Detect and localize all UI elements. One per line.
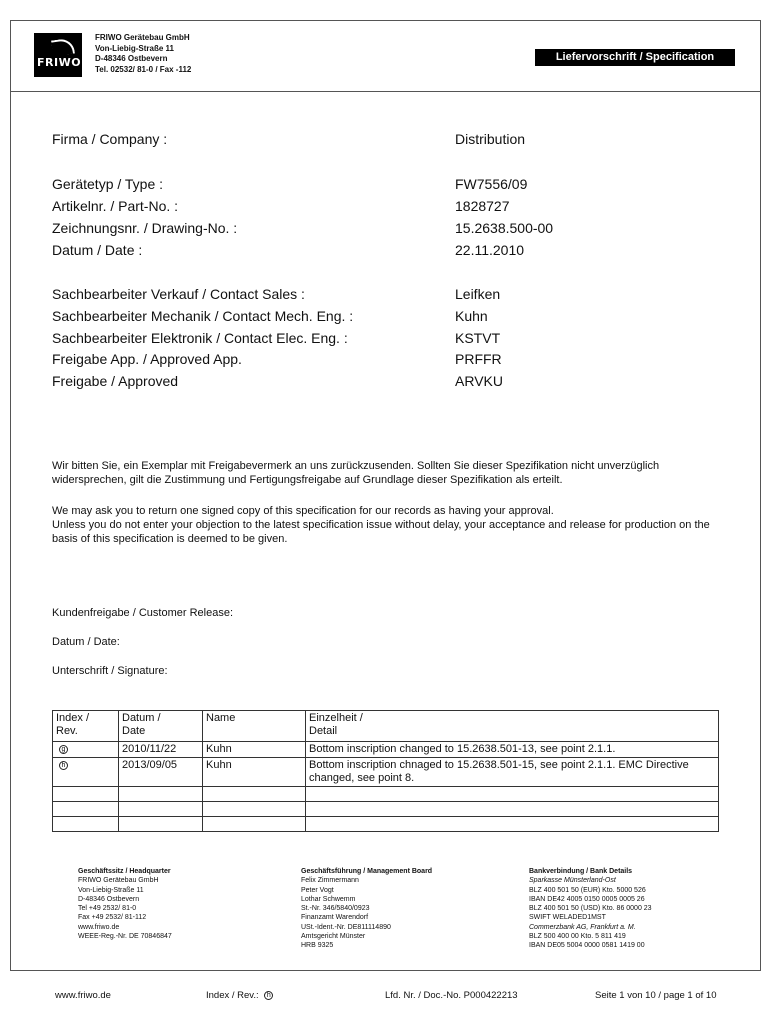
management-line: HRB 9325 — [301, 942, 334, 950]
logo-text: FRIWO — [37, 56, 82, 69]
footer-management — [301, 867, 432, 951]
bank-line: SWIFT WELADED1MST — [529, 914, 606, 922]
header-index — [53, 711, 119, 742]
contact-elec-value: KSTVT — [455, 330, 501, 346]
headquarter-line: www.friwo.de — [78, 923, 120, 931]
row-index — [53, 742, 119, 758]
management-title: Geschäftsführung / Management Board — [301, 868, 433, 875]
empty-cell — [53, 787, 119, 802]
management-line: Peter Vogt — [301, 886, 334, 894]
header-index-text: Index / Rev. — [56, 712, 90, 737]
document-number: Lfd. Nr. / Doc.-No. P000422213 — [385, 990, 518, 1001]
management-line: St.-Nr. 346/5840/0923 — [301, 905, 370, 913]
notice-english-2: Unless you do not enter your objection to the latest specification issue without delay, your acceptance and release for production on the basis of this specification is deemed to be given. — [52, 519, 710, 545]
contact-mech-label: Sachbearbeiter Mechanik / Contact Mech. Eng. : — [52, 308, 354, 324]
header-date — [119, 711, 203, 742]
contact-sales-label: Sachbearbeiter Verkauf / Contact Sales : — [52, 286, 305, 302]
contact-sales-value: Leifken — [455, 286, 501, 302]
company-line: Tel. 02532/ 81-0 / Fax -112 — [95, 64, 192, 74]
index-label: Index / Rev.: — [206, 990, 259, 1001]
notice-german: Wir bitten Sie, ein Exemplar mit Freigabevermerk an uns zurückzusenden. Sollten Sie dieser Spezifikation nicht unverzüglich widersprechen, gilt die Zustimmung und Fertigungsfreigabe auf Grundlage dieser Spezifikation als erteilt. — [52, 460, 660, 486]
type-value: FW7556/09 — [455, 176, 528, 192]
row-detail: Bottom inscription chnaged to 15.2638.501-15, see point 2.1.1. EMC Directive changed, see point 8. — [306, 758, 719, 787]
row-date: 2010/11/22 — [119, 742, 203, 758]
header-divider — [10, 91, 761, 92]
website-link[interactable]: www.friwo.de — [55, 990, 111, 1001]
type-label: Gerätetyp / Type : — [52, 176, 164, 192]
empty-cell — [306, 817, 719, 832]
bank-line: IBAN DE42 4005 0150 0005 0005 26 — [529, 895, 645, 903]
bank-line: BLZ 400 501 50 (USD) Kto. 86 0000 23 — [529, 905, 652, 913]
customer-release-label: Kundenfreigabe / Customer Release: — [52, 607, 233, 619]
page-number: Seite 1 von 10 / page 1 of 10 — [595, 990, 717, 1001]
approved-value: ARVKU — [455, 373, 503, 389]
company-line: Von-Liebig-Straße 11 — [95, 43, 174, 53]
rev-index-circle: g — [59, 745, 68, 754]
footer-bank — [529, 867, 652, 951]
company-label: Firma / Company : — [52, 131, 168, 147]
index-value-circle: h — [264, 991, 273, 1000]
header-name — [203, 711, 306, 742]
empty-cell — [203, 817, 306, 832]
friwo-logo — [34, 33, 82, 77]
row-detail: Bottom inscription changed to 15.2638.501-13, see point 2.1.1. — [306, 742, 719, 758]
header-detail-text: Einzelheit / Detail — [309, 712, 363, 737]
release-date-label: Datum / Date: — [52, 636, 120, 648]
footer-headquarter — [78, 867, 172, 941]
bank-line: BLZ 400 501 50 (EUR) Kto. 5000 526 — [529, 886, 646, 894]
contact-elec-label: Sachbearbeiter Elektronik / Contact Elec. Eng. : — [52, 330, 348, 346]
headquarter-line: Tel +49 2532/ 81-0 — [78, 905, 137, 913]
bank-title: Bankverbindung / Bank Details — [529, 868, 633, 875]
empty-cell — [306, 802, 719, 817]
table-row-empty — [53, 787, 719, 802]
empty-cell — [53, 817, 119, 832]
header-date-text: Datum / Date — [122, 712, 161, 737]
rev-index-circle: h — [59, 761, 68, 770]
approved-app-label: Freigabe App. / Approved App. — [52, 351, 242, 367]
headquarter-line: WEEE-Reg.-Nr. DE 70846847 — [78, 933, 172, 941]
headquarter-title: Geschäftssitz / Headquarter — [78, 868, 171, 875]
management-line: Finanzamt Warendorf — [301, 914, 369, 922]
table-header-row — [53, 711, 719, 742]
management-line: Lothar Schwemm — [301, 895, 356, 903]
empty-cell — [119, 817, 203, 832]
revision-table — [52, 710, 719, 832]
table-row — [53, 742, 719, 758]
empty-cell — [53, 802, 119, 817]
headquarter-line: D-48346 Ostbevern — [78, 895, 140, 903]
header-name-text: Name — [206, 712, 236, 724]
contact-mech-value: Kuhn — [455, 308, 488, 324]
management-line: Felix Zimmermann — [301, 877, 359, 885]
bank-line: IBAN DE05 5004 0000 0581 1419 00 — [529, 942, 645, 950]
row-name: Kuhn — [203, 758, 306, 787]
part-no-value: 1828727 — [455, 198, 510, 214]
bank-name-1: Sparkasse Münsterland-Ost — [529, 877, 616, 885]
management-line: USt.-Ident.-Nr. DE811114890 — [301, 923, 391, 931]
approved-app-value: PRFFR — [455, 351, 502, 367]
table-row-empty — [53, 817, 719, 832]
signature-label: Unterschrift / Signature: — [52, 665, 168, 677]
logo-swoosh-icon — [51, 38, 75, 57]
bank-line: BLZ 500 400 00 Kto. 5 811 419 — [529, 933, 626, 941]
drawing-no-value: 15.2638.500-00 — [455, 220, 554, 236]
company-line: D-48346 Ostbevern — [95, 54, 168, 63]
date-label: Datum / Date : — [52, 242, 143, 258]
headquarter-line: FRIWO Gerätebau GmbH — [78, 877, 159, 885]
empty-cell — [119, 802, 203, 817]
table-row — [53, 758, 719, 787]
headquarter-line: Von-Liebig-Straße 11 — [78, 886, 144, 894]
notice-english-1: We may ask you to return one signed copy of this specification for our records as having your approval. — [52, 505, 554, 517]
headquarter-line: Fax +49 2532/ 81-112 — [78, 914, 147, 922]
empty-cell — [306, 787, 719, 802]
empty-cell — [203, 787, 306, 802]
specification-title: Liefervorschrift / Specification — [535, 49, 735, 66]
index-revision — [206, 990, 273, 1001]
approved-label: Freigabe / Approved — [52, 373, 179, 389]
header-detail — [306, 711, 719, 742]
empty-cell — [203, 802, 306, 817]
date-value: 22.11.2010 — [455, 242, 525, 258]
row-index — [53, 758, 119, 787]
row-date: 2013/09/05 — [119, 758, 203, 787]
table-row-empty — [53, 802, 719, 817]
row-name: Kuhn — [203, 742, 306, 758]
company-line: FRIWO Gerätebau GmbH — [95, 33, 190, 42]
management-line: Amtsgericht Münster — [301, 933, 366, 941]
empty-cell — [119, 787, 203, 802]
part-no-label: Artikelnr. / Part-No. : — [52, 198, 179, 214]
company-value: Distribution — [455, 131, 526, 147]
company-address — [95, 33, 191, 75]
drawing-no-label: Zeichnungsnr. / Drawing-No. : — [52, 220, 238, 236]
bank-name-2: Commerzbank AG, Frankfurt a. M. — [529, 923, 636, 931]
